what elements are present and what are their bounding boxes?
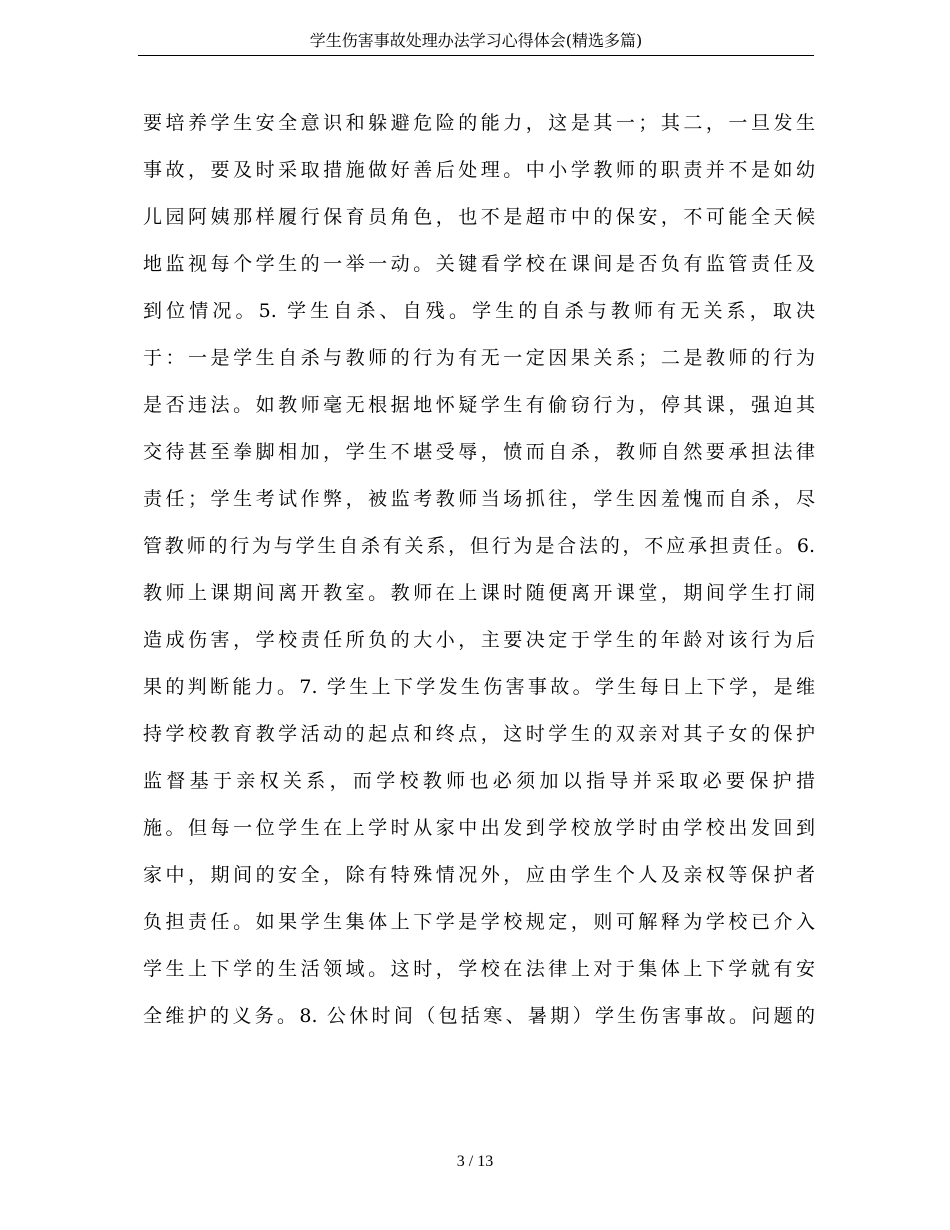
body-line: 于：一是学生自杀与教师的行为有无一定因果关系；二是教师的行为 bbox=[143, 347, 815, 369]
body-line: 地监视每个学生的一举一动。关键看学校在课间是否负有监管责任及 bbox=[143, 253, 815, 275]
body-line: 管教师的行为与学生自杀有关系，但行为是合法的，不应承担责任。6. bbox=[143, 535, 815, 557]
body-line: 全维护的义务。8. 公休时间（包括寒、暑期）学生伤害事故。问题的 bbox=[143, 1005, 815, 1027]
body-line: 学生上下学的生活领域。这时，学校在法律上对于集体上下学就有安 bbox=[143, 958, 815, 980]
body-line: 到位情况。5. 学生自杀、自残。学生的自杀与教师有无关系，取决 bbox=[143, 300, 815, 322]
header-divider bbox=[138, 55, 814, 56]
body-line: 果的判断能力。7. 学生上下学发生伤害事故。学生每日上下学，是维 bbox=[143, 676, 815, 698]
body-line: 要培养学生安全意识和躲避危险的能力，这是其一；其二，一旦发生 bbox=[143, 112, 815, 134]
body-line: 家中，期间的安全，除有特殊情况外，应由学生个人及亲权等保护者 bbox=[143, 864, 815, 886]
body-line: 事故，要及时采取措施做好善后处理。中小学教师的职责并不是如幼 bbox=[143, 159, 815, 181]
body-line: 是否违法。如教师毫无根据地怀疑学生有偷窃行为，停其课，强迫其 bbox=[143, 394, 815, 416]
body-text bbox=[143, 100, 815, 1040]
body-line: 教师上课期间离开教室。教师在上课时随便离开课堂，期间学生打闹 bbox=[143, 582, 815, 604]
body-line: 交待甚至拳脚相加，学生不堪受辱，愤而自杀，教师自然要承担法律 bbox=[143, 441, 815, 463]
page-header-title: 学生伤害事故处理办法学习心得体会(精选多篇) bbox=[309, 31, 643, 50]
page-number: 3 / 13 bbox=[456, 1153, 494, 1170]
body-line: 造成伤害，学校责任所负的大小，主要决定于学生的年龄对该行为后 bbox=[143, 629, 815, 651]
body-line: 儿园阿姨那样履行保育员角色，也不是超市中的保安，不可能全天候 bbox=[143, 206, 815, 228]
body-line: 责任；学生考试作弊，被监考教师当场抓往，学生因羞愧而自杀，尽 bbox=[143, 488, 815, 510]
body-line: 负担责任。如果学生集体上下学是学校规定，则可解释为学校已介入 bbox=[143, 911, 815, 933]
body-line: 监督基于亲权关系，而学校教师也必须加以指导并采取必要保护措 bbox=[143, 770, 815, 792]
body-line: 施。但每一位学生在上学时从家中出发到学校放学时由学校出发回到 bbox=[143, 817, 815, 839]
body-line: 持学校教育教学活动的起点和终点，这时学生的双亲对其子女的保护 bbox=[143, 723, 815, 745]
